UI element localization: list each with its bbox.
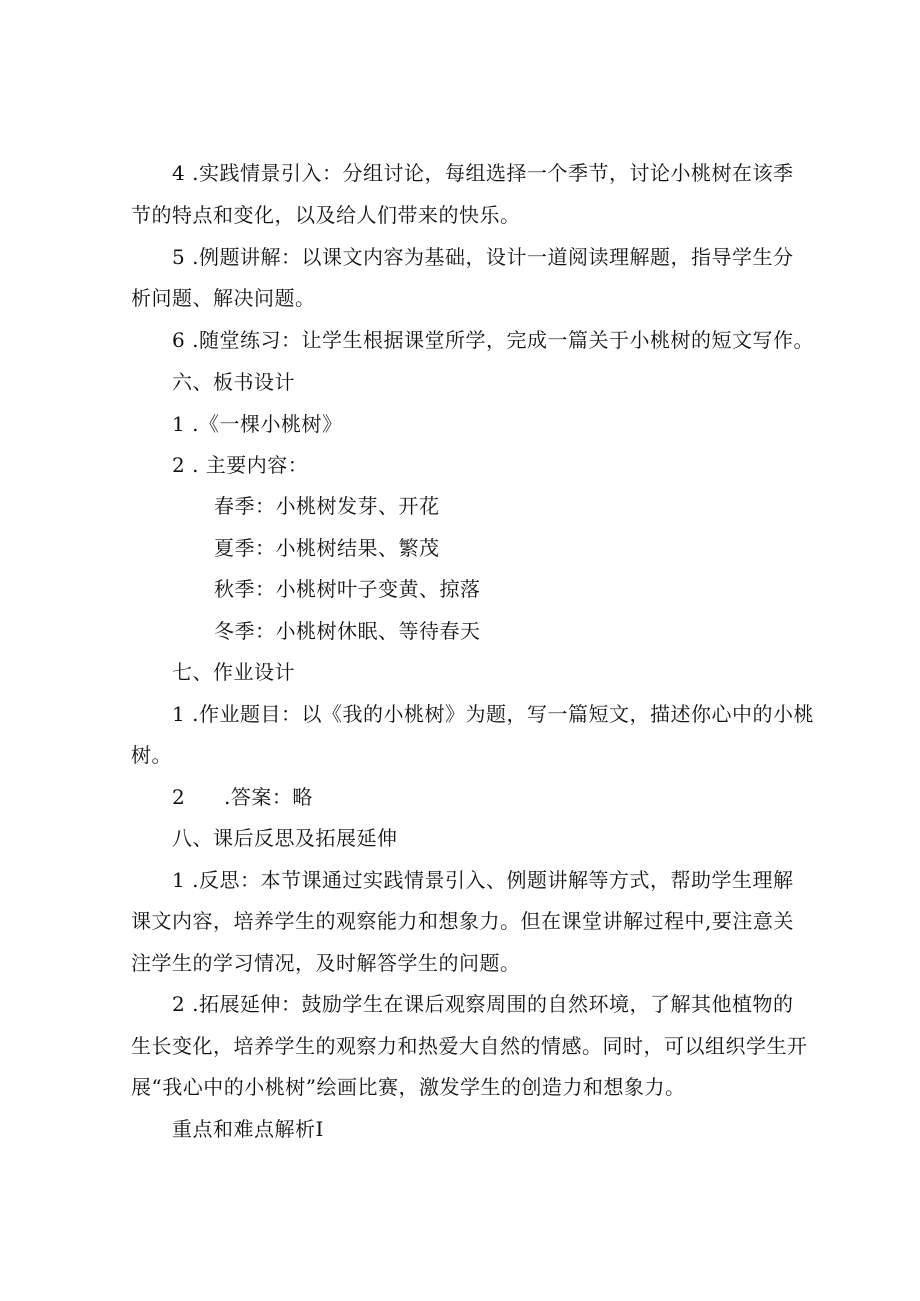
item-6-line-1: 6 .随堂练习：让学生根据课堂所学，完成一篇关于小桃树的短文写作。 — [172, 328, 814, 352]
section-6-item-1: 1 .《一棵小桃树》 — [172, 412, 343, 436]
season-autumn: 秋季：小桃树叶子变黄、掠落 — [214, 577, 481, 601]
item-4-line-2: 节的特点和变化，以及给人们带来的快乐。 — [131, 203, 521, 227]
item-5-line-1: 5 .例题讲解：以课文内容为基础，设计一道阅读理解题，指导学生分 — [172, 245, 794, 269]
section-6-item-2: 2 . 主要内容： — [172, 453, 309, 477]
section-7-item-1-line-1: 1 .作业题目：以《我的小桃树》为题，写一篇短文，描述你心中的小桃 — [172, 702, 814, 726]
section-7-item-2-text: .答案：略 — [224, 785, 313, 809]
item-4-line-1: 4 .实践情景引入：分组讨论，每组选择一个季节，讨论小桃树在该季 — [172, 161, 794, 185]
section-8-item-2-line-1: 2 .拓展延伸：鼓励学生在课后观察周围的自然环境，了解其他植物的 — [172, 992, 794, 1016]
item-5-line-2: 析问题、解决问题。 — [131, 286, 316, 310]
season-spring: 春季：小桃树发芽、开花 — [214, 494, 440, 518]
section-7-item-2-number: 2 — [172, 785, 186, 809]
section-7-item-1-line-2: 树。 — [131, 743, 172, 767]
section-8-item-1-line-2: 课文内容，培养学生的观察能力和想象力。但在课堂讲解过程中,要注意关 — [131, 909, 794, 933]
section-8-item-1-line-3: 注学生的学习情况，及时解答学生的问题。 — [131, 951, 521, 975]
section-8-heading: 八、课后反思及拓展延伸 — [172, 826, 398, 850]
section-8-item-2-line-2: 生长变化，培养学生的观察力和热爱大自然的情感。同时，可以组织学生开 — [131, 1034, 808, 1058]
section-8-item-1-line-1: 1 .反思：本节课通过实践情景引入、例题讲解等方式，帮助学生理解 — [172, 868, 794, 892]
section-7-heading: 七、作业设计 — [172, 660, 295, 684]
season-winter: 冬季：小桃树休眠、等待春天 — [214, 619, 481, 643]
key-points-heading: 重点和难点解析I — [172, 1117, 324, 1141]
section-8-item-2-line-3: 展“我心中的小桃树”绘画比赛，激发学生的创造力和想象力。 — [131, 1075, 686, 1099]
season-summer: 夏季：小桃树结果、繁茂 — [214, 536, 440, 560]
section-6-heading: 六、板书设计 — [172, 370, 295, 394]
